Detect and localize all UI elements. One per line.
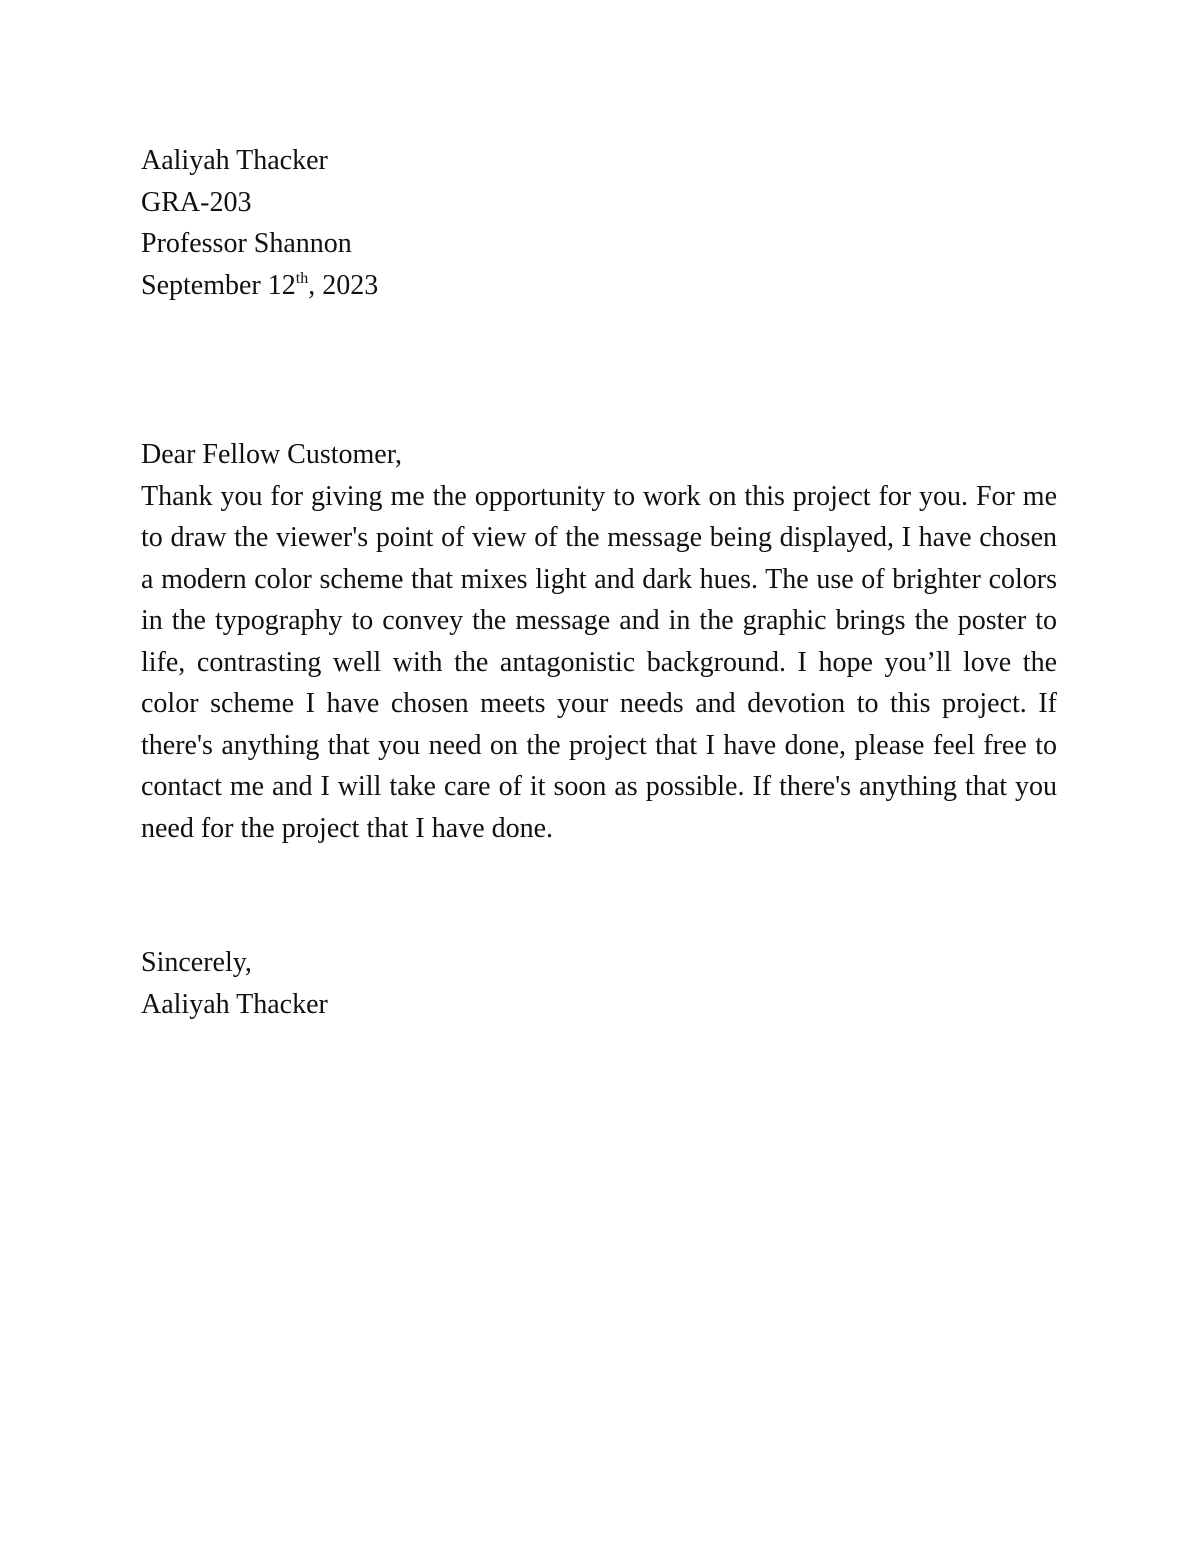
salutation: Dear Fellow Customer, <box>141 439 402 470</box>
closing: Sincerely, <box>141 947 252 978</box>
professor-name: Professor Shannon <box>141 228 352 259</box>
signoff-block <box>141 942 1057 1025</box>
date-year: , 2023 <box>308 269 379 301</box>
course-code: GRA-203 <box>141 186 252 218</box>
date-line <box>141 265 1057 307</box>
date-ordinal-suffix: th <box>295 269 309 287</box>
letter-body-paragraph: Thank you for giving me the opportunity to work on this project for you. For me to draw the viewer's point of view of the message being displayed, I have chosen a modern color scheme that mixes light and dark hues. The use of brighter colors in the typography to convey the message and in the graphic brings the poster to life, contrasting well with the antagonistic background. I hope you’ll love the color scheme I have chosen meets your needs and devotion to this project. If there's anything that you need on the project that I have done, please feel free to contact me and I will take care of it soon as possible. If there's anything that you need for the project that I have done. <box>141 480 1057 844</box>
date-month-day: September 12 <box>141 269 296 301</box>
header-block <box>141 140 1057 306</box>
letter-block <box>141 434 1057 849</box>
signature-name: Aaliyah Thacker <box>141 988 328 1020</box>
author-name: Aaliyah Thacker <box>141 145 328 176</box>
